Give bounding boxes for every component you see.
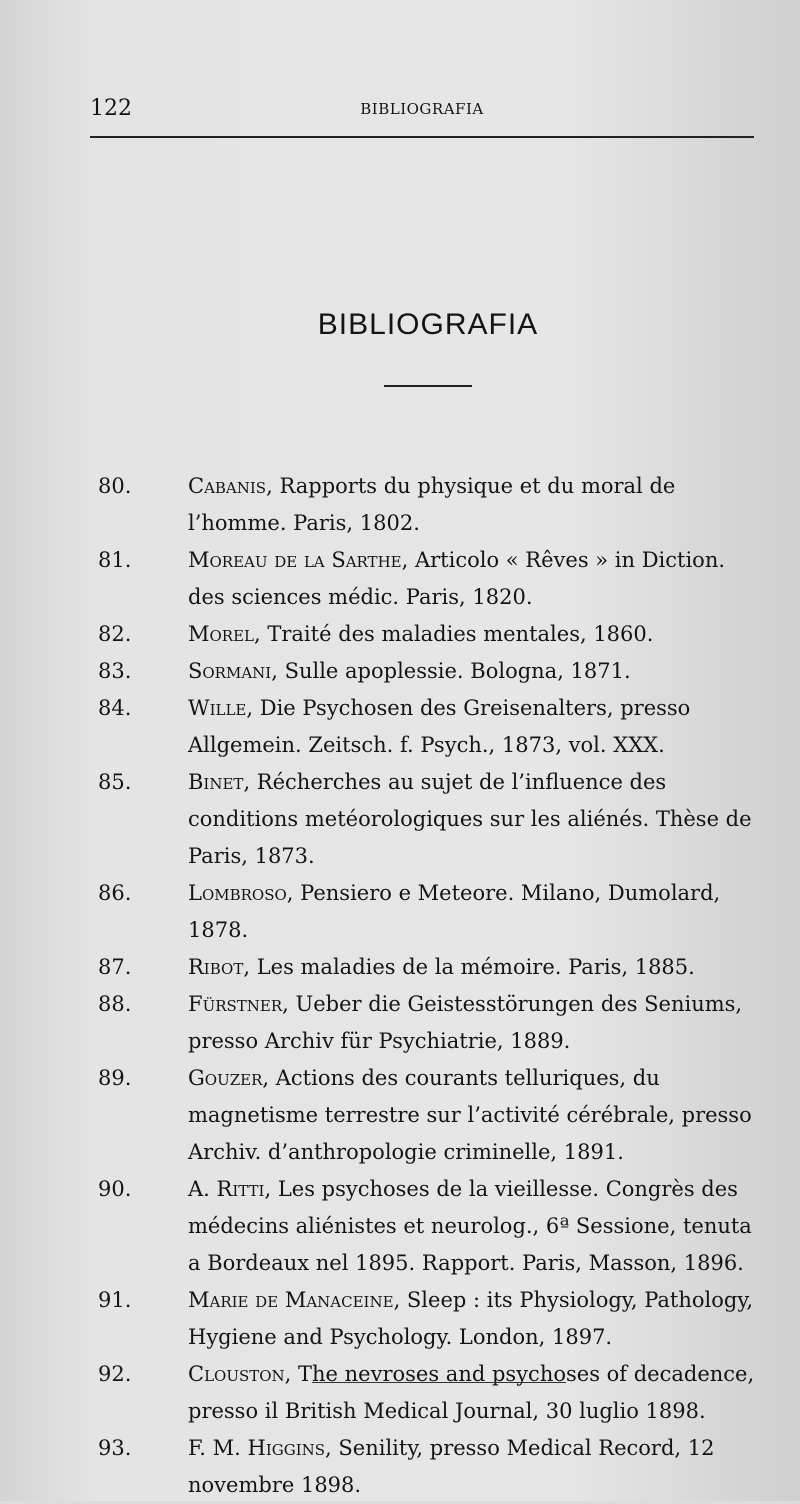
entry-text: , Die Psychosen des Greisenalters, presso Allgemein. Zeitsch. f. Psych., 1873, vol. XXX. bbox=[188, 696, 691, 757]
bibliography-entry bbox=[98, 949, 766, 986]
bibliography-entry bbox=[98, 1060, 766, 1171]
entry-number: 89. bbox=[98, 1066, 132, 1090]
entry-text: , Ueber die Geistesstörungen des Seniums, presso Archiv für Psychiatrie, 1889. bbox=[188, 992, 743, 1053]
bibliography-entry bbox=[98, 616, 766, 653]
bibliography-entry bbox=[98, 468, 766, 542]
entry-number: 86. bbox=[98, 881, 132, 905]
entry-author: Wille bbox=[188, 696, 247, 720]
entry-author: Fürstner bbox=[188, 992, 283, 1016]
entry-author: Sormani bbox=[188, 659, 272, 683]
entry-text: , Traité des maladies mentales, 1860. bbox=[254, 622, 654, 646]
entry-text: , Rapports du physique et du moral de l’homme. Paris, 1802. bbox=[188, 474, 676, 535]
entry-number: 84. bbox=[98, 696, 132, 720]
entry-author: Cabanis bbox=[188, 474, 267, 498]
bibliography-entry bbox=[98, 875, 766, 949]
entry-author: Moreau de la Sarthe bbox=[188, 548, 402, 572]
entry-text: , Pensiero e Meteore. Milano, Dumolard, 1878. bbox=[188, 881, 721, 942]
running-head: BIBLIOGRAFIA bbox=[360, 100, 484, 118]
entry-text: , Récherches au sujet de l’influence des conditions metéorologiques sur les aliénés. Thèse de Paris, 1873. bbox=[188, 770, 752, 868]
section-title: BIBLIOGRAFIA bbox=[317, 308, 539, 341]
bibliography-entry bbox=[98, 1171, 766, 1282]
bibliography-entry bbox=[98, 690, 766, 764]
end-rule bbox=[312, 1382, 566, 1383]
bibliography-entry bbox=[98, 986, 766, 1060]
page-number: 122 bbox=[90, 96, 132, 121]
title-rule bbox=[384, 385, 472, 387]
entry-text: , Articolo « Rêves » in Diction. des sciences médic. Paris, 1820. bbox=[188, 548, 726, 609]
entry-number: 87. bbox=[98, 955, 132, 979]
page-header bbox=[90, 96, 754, 138]
entry-author: Lombroso bbox=[188, 881, 287, 905]
bibliography-entry bbox=[98, 653, 766, 690]
entry-number: 83. bbox=[98, 659, 132, 683]
entry-number: 85. bbox=[98, 770, 132, 794]
entry-text: , Senility, presso Medical Record, 12 novembre 1898. bbox=[188, 1436, 715, 1497]
entry-text: , Les maladies de la mémoire. Paris, 1885. bbox=[243, 955, 695, 979]
bibliography-entry bbox=[98, 764, 766, 875]
entry-number: 93. bbox=[98, 1436, 132, 1460]
entry-author: Marie de Manaceine bbox=[188, 1288, 394, 1312]
entry-text: , Sleep : its Physiology, Pathology, Hygiene and Psychology. London, 1897. bbox=[188, 1288, 754, 1349]
bibliography-entry bbox=[98, 1282, 766, 1356]
bibliography-entry bbox=[98, 1356, 766, 1430]
entry-author: Morel bbox=[188, 622, 255, 646]
entry-author: A. Ritti bbox=[188, 1177, 265, 1201]
entry-text: , Actions des courants telluriques, du magnetisme terrestre sur l’activité cérébrale, presso Archiv. d’anthropologie criminelle, 1891. bbox=[188, 1066, 752, 1164]
entry-number: 81. bbox=[98, 548, 132, 572]
entry-number: 82. bbox=[98, 622, 132, 646]
entry-author: Gouzer bbox=[188, 1066, 263, 1090]
entry-text: , Les psychoses de la vieillesse. Congrès des médecins aliénistes et neurolog., 6ª Sessione, tenuta a Bordeaux nel 1895. Rapport. Paris, Masson, 1896. bbox=[188, 1177, 752, 1275]
entry-author: Clouston bbox=[188, 1362, 285, 1386]
bibliography-entry bbox=[98, 1430, 766, 1504]
bibliography-list bbox=[0, 468, 800, 1504]
entry-author: Binet bbox=[188, 770, 244, 794]
entry-author: Ribot bbox=[188, 955, 244, 979]
entry-author: F. M. Higgins bbox=[188, 1436, 326, 1460]
entry-number: 88. bbox=[98, 992, 132, 1016]
bibliography-entry bbox=[98, 542, 766, 616]
entry-number: 91. bbox=[98, 1288, 132, 1312]
entry-number: 92. bbox=[98, 1362, 132, 1386]
entry-number: 80. bbox=[98, 474, 132, 498]
entry-number: 90. bbox=[98, 1177, 132, 1201]
entry-text: , The nevroses and psychoses of decadence, presso il British Medical Journal, 30 luglio 1898. bbox=[188, 1362, 755, 1423]
entry-text: , Sulle apoplessie. Bologna, 1871. bbox=[271, 659, 631, 683]
